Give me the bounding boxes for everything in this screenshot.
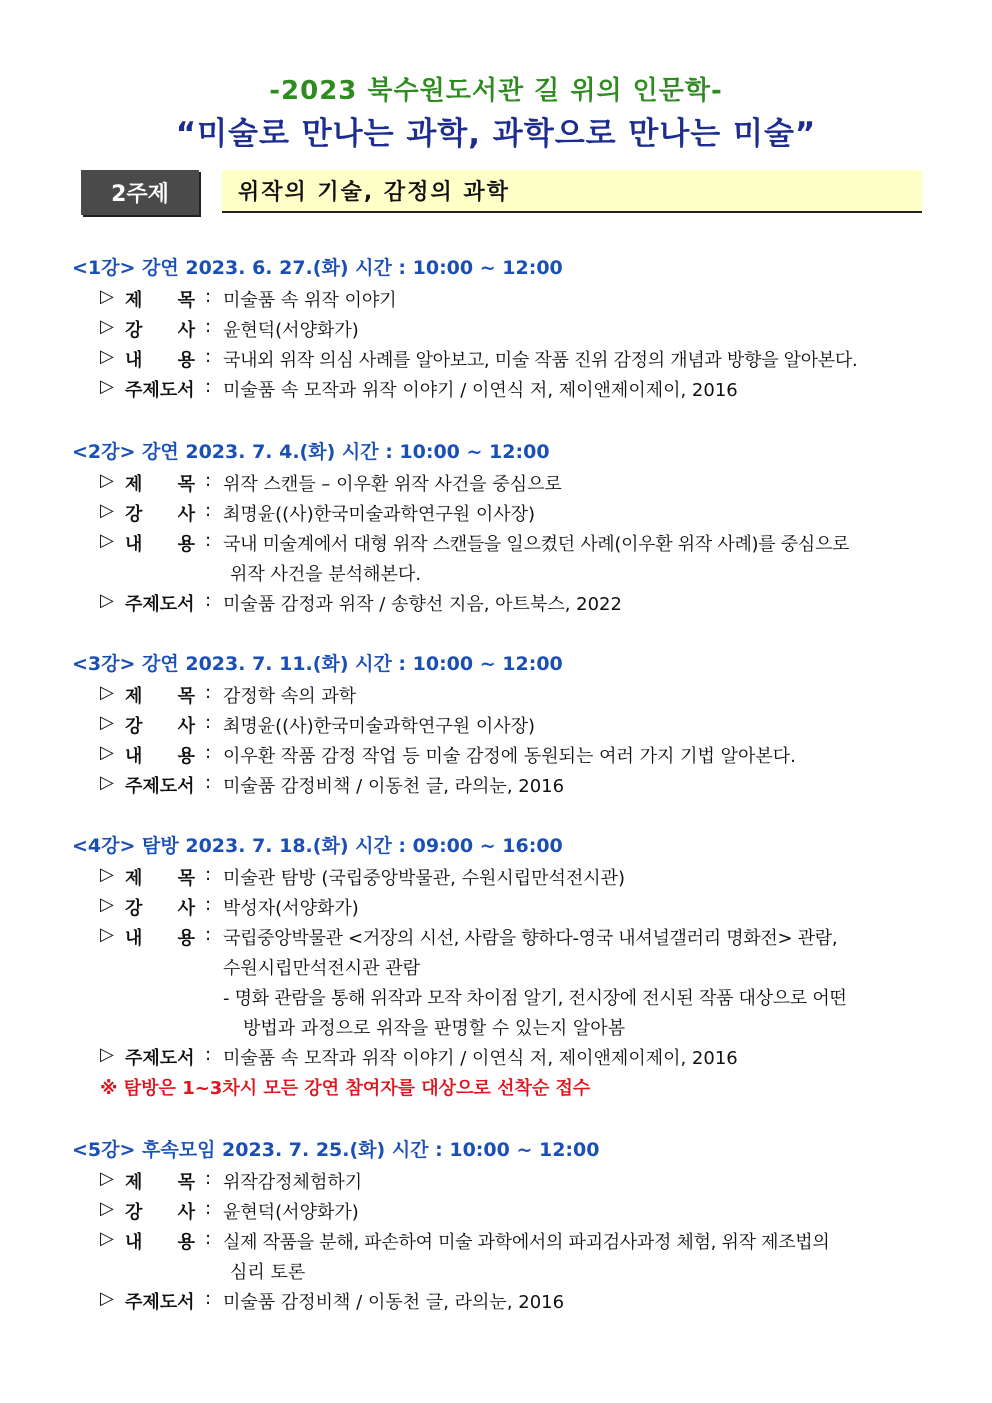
triangle-bullet-icon: ▷: [100, 346, 114, 367]
content-label: 내 용: [125, 534, 195, 555]
lecture-subject-row: ▷ 제 목 : 위작감정체험하기: [100, 1168, 363, 1193]
content-label: 내 용: [125, 928, 195, 949]
book-label: 주제도서: [125, 380, 195, 401]
lecture-book-row: ▷ 주제도서 : 미술품 감정비책 / 이동천 글, 라의눈, 2016: [100, 1288, 565, 1313]
visit-notice: ※ 탐방은 1~3차시 모든 강연 참여자를 대상으로 선착순 접수: [100, 1078, 591, 1099]
lecture-content-row: ▷ 내 용 : 국내외 위작 의심 사례를 알아보고, 미술 작품 진위 감정의 개념과 방향을 알아본다.: [100, 346, 858, 371]
content-continuation: 수원시립만석전시관 관람: [223, 958, 420, 979]
triangle-bullet-icon: ▷: [100, 772, 114, 793]
lecture-book-row: ▷ 주제도서 : 미술품 속 모작과 위작 이야기 / 이연식 저, 제이앤제이제이, 2016: [100, 1044, 738, 1069]
triangle-bullet-icon: ▷: [100, 742, 114, 763]
lecture-lecturer-row: ▷ 강 사 : 최명윤((사)한국미술과학연구원 이사장): [100, 712, 536, 737]
content-continuation: 위작 사건을 분석해본다.: [230, 564, 422, 585]
lecture-heading: <2강> 강연 2023. 7. 4.(화) 시간 : 10:00 ~ 12:00: [72, 441, 550, 463]
subject-label: 제 목: [125, 290, 195, 311]
subject-value: 위작 스캔들 – 이우환 위작 사건을 중심으로: [223, 474, 562, 495]
lecture-content-row: ▷ 내 용 : 국립중앙박물관 <거장의 시선, 사람을 향하다-영국 내셔널갤러리 명화전> 관람,: [100, 924, 838, 949]
lecture-heading: <4강> 탐방 2023. 7. 18.(화) 시간 : 09:00 ~ 16:00: [72, 835, 563, 857]
lecture-content-row: ▷ 내 용 : 이우환 작품 감정 작업 등 미술 감정에 동원되는 여러 가지 기법 알아본다.: [100, 742, 796, 767]
content-value: 이우환 작품 감정 작업 등 미술 감정에 동원되는 여러 가지 기법 알아본다.: [223, 746, 796, 767]
lecture-subject-row: ▷ 제 목 : 위작 스캔들 – 이우환 위작 사건을 중심으로: [100, 470, 562, 495]
lecturer-label: 강 사: [125, 320, 195, 341]
content-label: 내 용: [125, 350, 195, 371]
triangle-bullet-icon: ▷: [100, 286, 114, 307]
triangle-bullet-icon: ▷: [100, 1288, 114, 1309]
lecturer-value: 최명윤((사)한국미술과학연구원 이사장): [223, 716, 536, 737]
content-label: 내 용: [125, 746, 195, 767]
content-value: 국내 미술계에서 대형 위작 스캔들을 일으켰던 사례(이우환 위작 사례)를 중심으로: [223, 534, 850, 555]
subject-label: 제 목: [125, 1172, 195, 1193]
lecturer-value: 최명윤((사)한국미술과학연구원 이사장): [223, 504, 536, 525]
subject-value: 감정학 속의 과학: [223, 686, 357, 707]
triangle-bullet-icon: ▷: [100, 1198, 114, 1219]
book-label: 주제도서: [125, 594, 195, 615]
book-value: 미술품 속 모작과 위작 이야기 / 이연식 저, 제이앤제이제이, 2016: [223, 1048, 738, 1069]
lecture-book-row: ▷ 주제도서 : 미술품 속 모작과 위작 이야기 / 이연식 저, 제이앤제이제이, 2016: [100, 376, 738, 401]
subject-label: 제 목: [125, 868, 195, 889]
triangle-bullet-icon: ▷: [100, 376, 114, 397]
subject-label: 제 목: [125, 474, 195, 495]
triangle-bullet-icon: ▷: [100, 682, 114, 703]
triangle-bullet-icon: ▷: [100, 924, 114, 945]
content-label: 내 용: [125, 1232, 195, 1253]
triangle-bullet-icon: ▷: [100, 864, 114, 885]
triangle-bullet-icon: ▷: [100, 470, 114, 491]
lecture-content-row: ▷ 내 용 : 실제 작품을 분해, 파손하여 미술 과학에서의 파괴검사과정 체험, 위작 제조법의: [100, 1228, 830, 1253]
triangle-bullet-icon: ▷: [100, 316, 114, 337]
lecturer-value: 윤현덕(서양화가): [223, 1202, 359, 1223]
lecture-lecturer-row: ▷ 강 사 : 윤현덕(서양화가): [100, 1198, 359, 1223]
lecture-lecturer-row: ▷ 강 사 : 최명윤((사)한국미술과학연구원 이사장): [100, 500, 536, 525]
book-value: 미술품 속 모작과 위작 이야기 / 이연식 저, 제이앤제이제이, 2016: [223, 380, 738, 401]
book-label: 주제도서: [125, 776, 195, 797]
triangle-bullet-icon: ▷: [100, 712, 114, 733]
theme-title: 위작의 기술, 감정의 과학: [222, 170, 922, 213]
lecture-subject-row: ▷ 제 목 : 미술관 탐방 (국립중앙박물관, 수원시립만석전시관): [100, 864, 626, 889]
lecture-subject-row: ▷ 제 목 : 감정학 속의 과학: [100, 682, 357, 707]
book-value: 미술품 감정비책 / 이동천 글, 라의눈, 2016: [223, 776, 565, 797]
content-value: 실제 작품을 분해, 파손하여 미술 과학에서의 파괴검사과정 체험, 위작 제조법의: [223, 1232, 830, 1253]
content-value: 국내외 위작 의심 사례를 알아보고, 미술 작품 진위 감정의 개념과 방향을 알아본다.: [223, 350, 858, 371]
lecture-heading: <1강> 강연 2023. 6. 27.(화) 시간 : 10:00 ~ 12:00: [72, 257, 563, 279]
triangle-bullet-icon: ▷: [100, 1044, 114, 1065]
theme-badge: 2주제: [81, 170, 199, 215]
lecture-book-row: ▷ 주제도서 : 미술품 감정과 위작 / 송향선 지음, 아트북스, 2022: [100, 590, 622, 615]
book-value: 미술품 감정비책 / 이동천 글, 라의눈, 2016: [223, 1292, 565, 1313]
lecturer-label: 강 사: [125, 716, 195, 737]
lecturer-label: 강 사: [125, 1202, 195, 1223]
subject-value: 위작감정체험하기: [223, 1172, 363, 1193]
content-continuation: 방법과 과정으로 위작을 판명할 수 있는지 알아봄: [243, 1018, 626, 1039]
lecturer-value: 윤현덕(서양화가): [223, 320, 359, 341]
triangle-bullet-icon: ▷: [100, 500, 114, 521]
subject-label: 제 목: [125, 686, 195, 707]
triangle-bullet-icon: ▷: [100, 590, 114, 611]
lecture-lecturer-row: ▷ 강 사 : 윤현덕(서양화가): [100, 316, 359, 341]
content-continuation: 심리 토론: [230, 1262, 306, 1283]
subject-value: 미술품 속 위작 이야기: [223, 290, 397, 311]
book-label: 주제도서: [125, 1048, 195, 1069]
lecture-subject-row: ▷ 제 목 : 미술품 속 위작 이야기: [100, 286, 397, 311]
subject-value: 미술관 탐방 (국립중앙박물관, 수원시립만석전시관): [223, 868, 626, 889]
book-value: 미술품 감정과 위작 / 송향선 지음, 아트북스, 2022: [223, 594, 622, 615]
lecturer-label: 강 사: [125, 898, 195, 919]
content-continuation: - 명화 관람을 통해 위작과 모작 차이점 알기, 전시장에 전시된 작품 대상으로 어떤: [223, 988, 847, 1009]
triangle-bullet-icon: ▷: [100, 894, 114, 915]
lecture-heading: <3강> 강연 2023. 7. 11.(화) 시간 : 10:00 ~ 12:00: [72, 653, 563, 675]
triangle-bullet-icon: ▷: [100, 1168, 114, 1189]
program-subtitle: -2023 북수원도서관 길 위의 인문학-: [269, 76, 723, 106]
lecture-content-row: ▷ 내 용 : 국내 미술계에서 대형 위작 스캔들을 일으켰던 사례(이우환 위작 사례)를 중심으로: [100, 530, 850, 555]
program-title: “미술로 만나는 과학, 과학으로 만나는 미술”: [175, 116, 817, 152]
lecturer-label: 강 사: [125, 504, 195, 525]
lecturer-value: 박성자(서양화가): [223, 898, 359, 919]
triangle-bullet-icon: ▷: [100, 530, 114, 551]
lecture-lecturer-row: ▷ 강 사 : 박성자(서양화가): [100, 894, 359, 919]
lecture-heading: <5강> 후속모임 2023. 7. 25.(화) 시간 : 10:00 ~ 12:00: [72, 1139, 600, 1161]
triangle-bullet-icon: ▷: [100, 1228, 114, 1249]
content-value: 국립중앙박물관 <거장의 시선, 사람을 향하다-영국 내셔널갤러리 명화전> 관람,: [223, 928, 838, 949]
book-label: 주제도서: [125, 1292, 195, 1313]
lecture-book-row: ▷ 주제도서 : 미술품 감정비책 / 이동천 글, 라의눈, 2016: [100, 772, 565, 797]
